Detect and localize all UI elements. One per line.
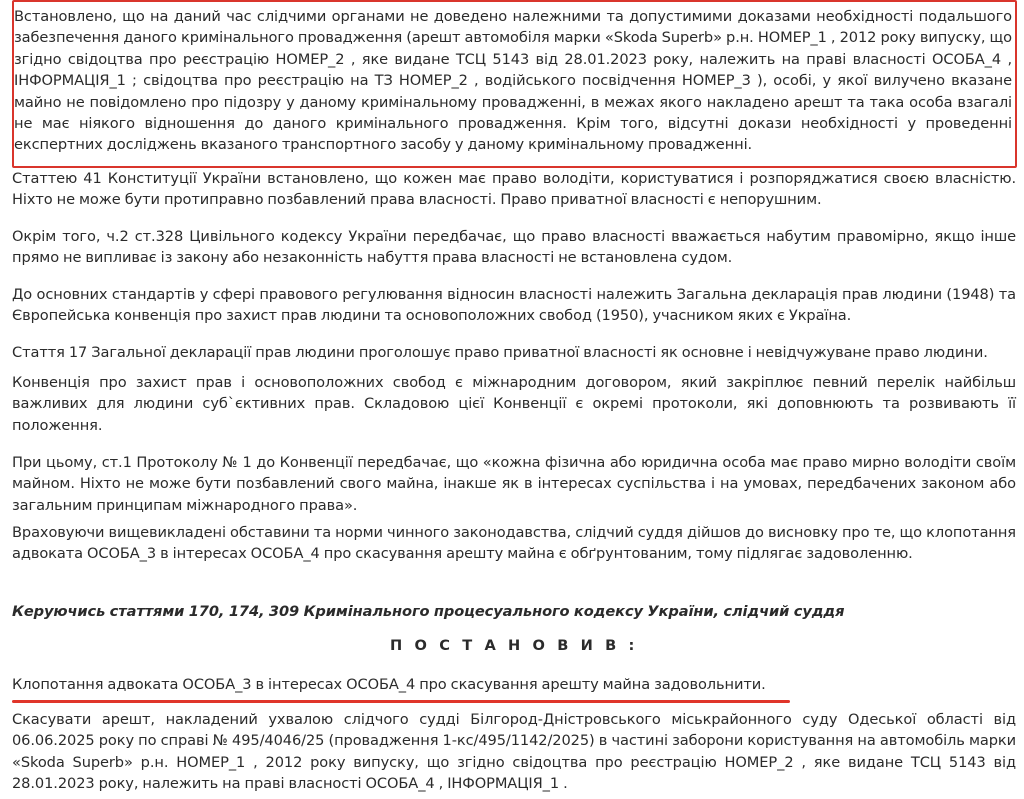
paragraph-article-41: Статтею 41 Конституції України встановлено, що кожен має право володіти, користуватися і розпоряджатися своєю власністю. Ніхто не може бути протиправно позбавлений права власності. Право приватної власності є непорушним. bbox=[12, 170, 1016, 209]
paragraph-article-17: Стаття 17 Загальної декларації прав людини проголошує право приватної власності як основне і невідчужуване право людини. bbox=[12, 344, 988, 361]
resolution-heading: П О С Т А Н О В И В : bbox=[390, 637, 638, 654]
paragraph-considering: Враховуючи вищевикладені обставини та норми чинного законодавства, слідчий суддя дійшов до висновку про те, що клопотання адвоката ОСОБА_3 в інтересах ОСОБА_4 про скасування арешту майна є обґрунтованим, тому підлягає задоволенню. bbox=[12, 524, 1016, 563]
paragraph-grant: Клопотання адвоката ОСОБА_3 в інтересах ОСОБА_4 про скасування арешту майна задовольнити. bbox=[12, 676, 766, 693]
highlighted-paragraph-box bbox=[12, 0, 1017, 168]
paragraph-convention: Конвенція про захист прав і основоположних свобод є міжнародним договором, який закріплює певний перелік найбільш важливих для людини суб`єктивних прав. Складовою цієї Конвенції є окремі протоколи, які доповнюють та розвивають її положення. bbox=[12, 374, 1016, 434]
paragraph-guided-by: Керуючись статтями 170, 174, 309 Кримінального процесуального кодексу України, слідчий суддя bbox=[12, 603, 845, 620]
paragraph-protocol: При цьому, ст.1 Протоколу № 1 до Конвенції передбачає, що «кожна фізична або юридична особа має право мирно володіти своїм майном. Ніхто не може бути позбавлений свого майна, інакше як в інтересах суспільства і на умовах, передбачених законом або загальним принципам міжнародного права». bbox=[12, 454, 1016, 514]
paragraph-civil-code: Окрім того, ч.2 ст.328 Цивільного кодексу України передбачає, що право власності вважається набутим правомірно, якщо інше прямо не випливає із закону або незаконність набуття права власності не встановлена судом. bbox=[12, 228, 1016, 267]
paragraph-cancel-arrest: Скасувати арешт, накладений ухвалою слідчого судді Білгород-Дністровського міськрайонного суду Одеської області від 06.06.2025 року по справі № 495/4046/25 (провадження 1-кс/495/1142/2025) в частині заборони користування на автомобіль марки «Skoda Superb» р.н. НОМЕР_1 , 2012 року випуску, що згідно свідоцтва про реєстрацію НОМЕР_2 , яке видане ТСЦ 5143 від 28.01.2023 року, належить на праві власності ОСОБА_4 , ІНФОРМАЦІЯ_1 . bbox=[12, 711, 1016, 793]
paragraph-standards: До основних стандартів у сфері правового регулювання відносин власності належить Загальна декларація прав людини (1948) та Європейська конвенція про захист прав людини та основоположних свобод (1950), учасником яких є Україна. bbox=[12, 286, 1016, 325]
highlighted-paragraph: Встановлено, що на даний час слідчими органами не доведено належними та допустимими доказами необхідності подальшого забезпечення даного кримінального провадження (арешт автомобіля марки «Skoda Superb» р.н. НОМЕР_1 , 2012 року випуску, що згідно свідоцтва про реєстрацію НОМЕР_2 , яке видане ТСЦ 5143 від 28.01.2023 року, належить на праві власності ОСОБА_4 , ІНФОРМАЦІЯ_1 ; свідоцтва про реєстрацію на ТЗ НОМЕР_2 , водійського посвідчення НОМЕР_3 ), особі, у якої вилучено вказане майно не повідомлено про підозру у даному кримінальному провадженні, в межах якого накладено арешт та така особа взагалі не має ніякого відношення до даного кримінального провадження. Крім того, відсутні докази необхідності у проведенні експертних досліджень вказаного транспортного засобу у даному кримінальному провадженні. bbox=[14, 8, 1012, 154]
grant-underline-highlight bbox=[12, 700, 790, 703]
